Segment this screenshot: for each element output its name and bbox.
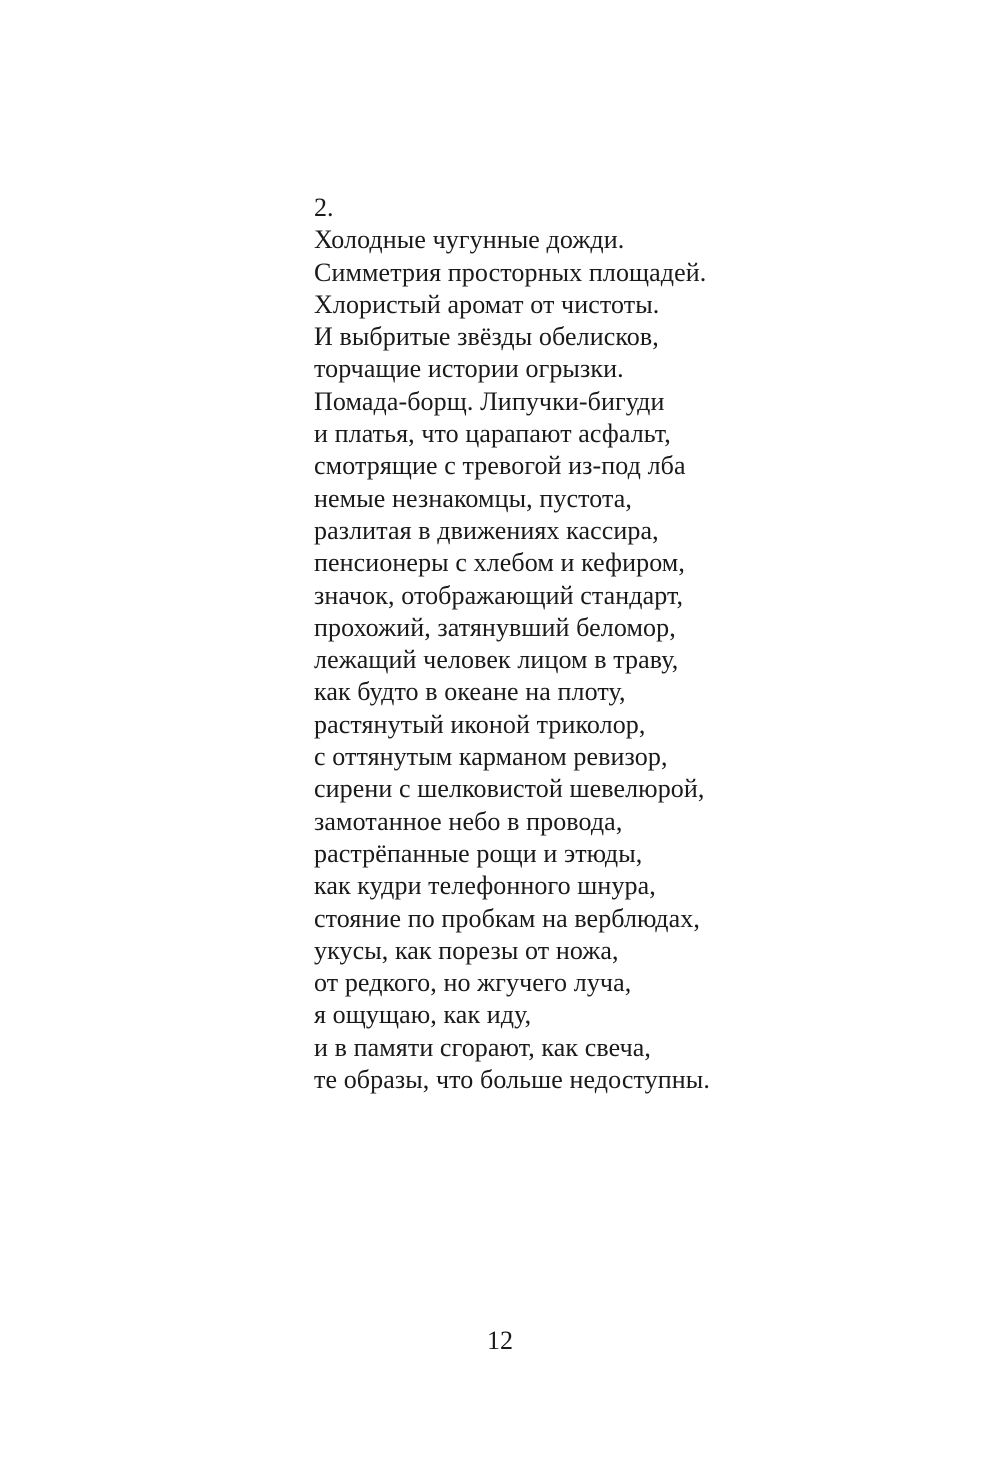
poem-line: Холодные чугунные дожди. [314, 225, 625, 255]
poem-line: замотанное небо в провода, [314, 806, 623, 836]
poem-line: сирени с шелковистой шевелюрой, [314, 774, 705, 804]
poem-line: прохожий, затянувший беломор, [314, 612, 676, 642]
poem-line: Симметрия просторных площадей. [314, 257, 707, 287]
poem-line: те образы, что больше недоступны. [314, 1065, 710, 1095]
poem-line: Хлористый аромат от чистоты. [314, 289, 660, 319]
poem-line: от редкого, но жгучего луча, [314, 968, 632, 998]
poem-line: как будто в океане на плоту, [314, 677, 626, 707]
poem-line: и в памяти сгорают, как свеча, [314, 1032, 652, 1062]
poem-line: И выбритые звёзды обелисков, [314, 322, 659, 352]
poem-lines [314, 224, 914, 1096]
poem-line: Помада-борщ. Липучки-бигуди [314, 386, 665, 416]
poem-line: растянутый иконой триколор, [314, 709, 646, 739]
poem-line: смотрящие с тревогой из-под лба [314, 451, 686, 481]
page-number: 12 [487, 1326, 513, 1355]
poem-line: укусы, как порезы от ножа, [314, 935, 619, 965]
poem-line: стояние по пробкам на верблюдах, [314, 903, 700, 933]
poem-block [314, 192, 914, 1096]
poem-line: торчащие истории огрызки. [314, 354, 624, 384]
poem-line: значок, отображающий стандарт, [314, 580, 684, 610]
poem-line: как кудри телефонного шнура, [314, 871, 656, 901]
poem-line: лежащий человек лицом в траву, [314, 645, 679, 675]
poem-line: растрёпанные рощи и этюды, [314, 838, 643, 868]
poem-line: и платья, что царапают асфальт, [314, 419, 671, 449]
poem-line: пенсионеры с хлебом и кефиром, [314, 548, 685, 578]
poem-number: 2. [314, 193, 334, 222]
poem-line: разлитая в движениях кассира, [314, 515, 659, 545]
poem-line: с оттянутым карманом ревизор, [314, 742, 668, 772]
poem-line: немые незнакомцы, пустота, [314, 483, 633, 513]
poem-line: я ощущаю, как иду, [314, 1000, 532, 1030]
